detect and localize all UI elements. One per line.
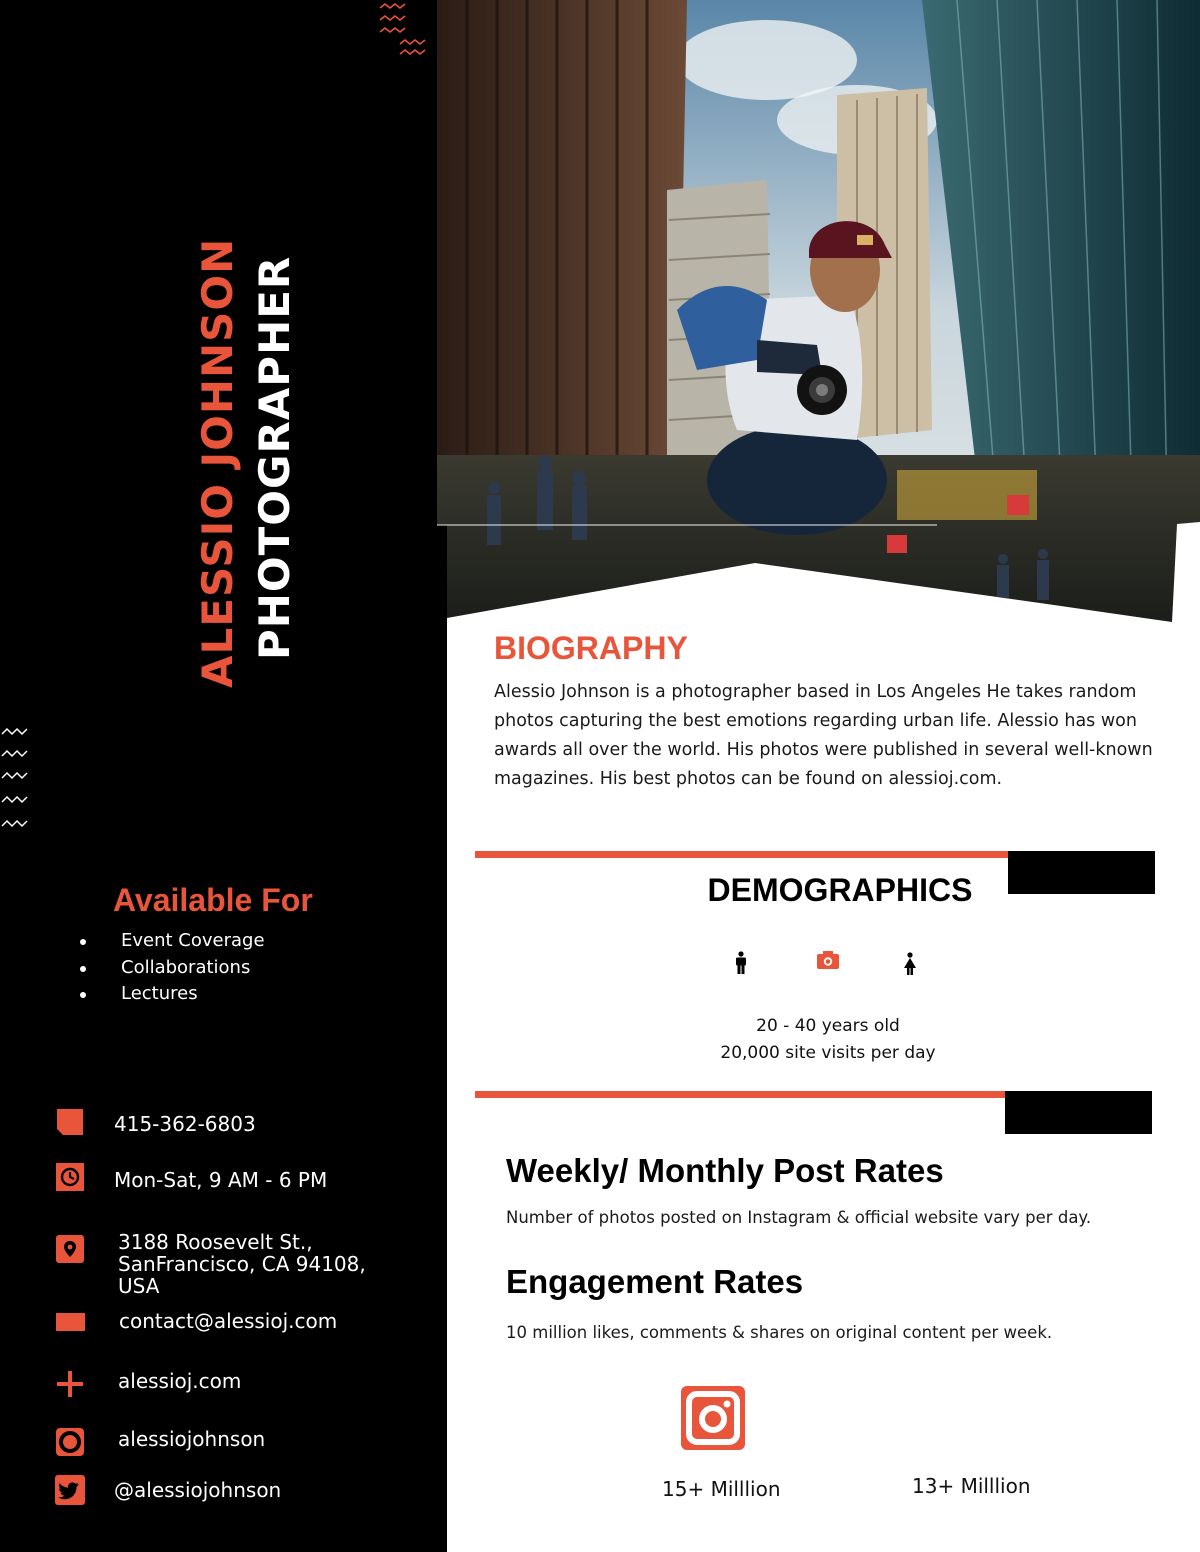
website-link: alessioj.com <box>118 1369 242 1393</box>
list-item: Event Coverage <box>76 930 265 957</box>
contact-phone[interactable] <box>54 1106 256 1138</box>
phone-icon <box>54 1106 86 1138</box>
zigzag-decoration-left <box>0 726 32 834</box>
biography-title: BIOGRAPHY <box>494 630 688 666</box>
post-rates-text: Number of photos posted on Instagram & official website vary per day. <box>506 1208 1092 1227</box>
phone-number: 415-362-6803 <box>114 1112 256 1136</box>
website-count: 13+ Milllion <box>912 1474 1031 1498</box>
list-item: Lectures <box>76 983 265 1010</box>
person-name: ALESSIO JOHNSON <box>193 237 242 688</box>
business-hours: Mon-Sat, 9 AM - 6 PM <box>114 1168 328 1192</box>
section-divider <box>475 851 1008 858</box>
female-icon <box>902 952 918 980</box>
globe-icon <box>54 1368 86 1400</box>
zigzag-decoration <box>378 2 434 56</box>
engagement-title: Engagement Rates <box>506 1263 804 1300</box>
contact-instagram[interactable] <box>54 1426 265 1458</box>
contact-website[interactable] <box>54 1368 241 1400</box>
divider-block <box>1005 1091 1152 1134</box>
address: 3188 Roosevelt St., SanFrancisco, CA 94108, USA <box>118 1230 366 1298</box>
section-divider <box>475 1091 1005 1098</box>
clock-icon <box>54 1161 86 1193</box>
instagram-handle: alessiojohnson <box>118 1427 266 1451</box>
male-icon <box>733 951 749 979</box>
contact-hours <box>54 1161 327 1193</box>
person-role: PHOTOGRAPHER <box>250 255 299 660</box>
contact-address[interactable] <box>54 1231 366 1297</box>
sidebar <box>0 0 447 1552</box>
site-visits: 20,000 site visits per day <box>720 1043 936 1063</box>
email-icon <box>54 1306 86 1338</box>
available-for-title: Available For <box>113 882 313 918</box>
hero-photo <box>437 0 1200 625</box>
twitter-handle: @alessiojohnson <box>114 1478 282 1502</box>
contact-email[interactable] <box>54 1306 337 1338</box>
post-rates-title: Weekly/ Monthly Post Rates <box>506 1152 944 1189</box>
list-item: Collaborations <box>76 957 265 984</box>
engagement-text: 10 million likes, comments & shares on original content per week. <box>506 1323 1053 1342</box>
biography-text: Alessio Johnson is a photographer based in Los Angeles He takes random photos capturing the best emotions regarding urban life. Alessio has won awards all over the world. His photos were published in several well-known magazines. His best photos can be found on alessioj.com. <box>494 682 1153 789</box>
age-range: 20 - 40 years old <box>756 1016 900 1036</box>
contact-twitter[interactable] <box>54 1474 281 1506</box>
email-address: contact@alessioj.com <box>119 1309 338 1333</box>
twitter-icon <box>54 1474 86 1506</box>
instagram-icon <box>54 1426 86 1458</box>
instagram-count: 15+ Milllion <box>662 1477 781 1501</box>
location-pin-icon <box>54 1233 86 1265</box>
instagram-icon <box>680 1385 746 1455</box>
demographics-title: DEMOGRAPHICS <box>707 872 973 908</box>
available-for-list <box>76 930 265 1010</box>
camera-icon <box>816 949 840 975</box>
